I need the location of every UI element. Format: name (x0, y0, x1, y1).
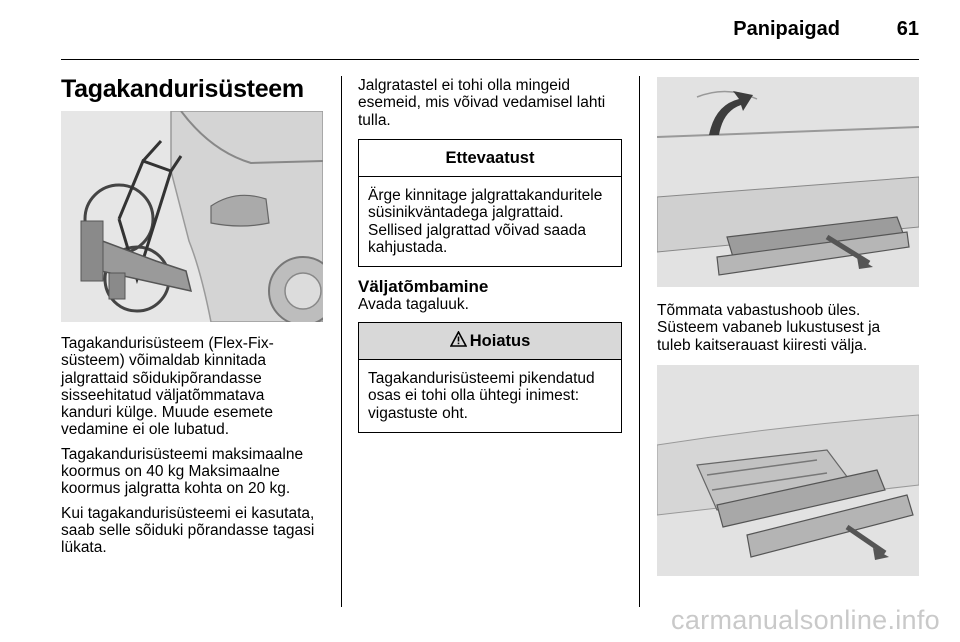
warning-box (358, 322, 622, 433)
subsection-text: Avada tagaluuk. (358, 296, 469, 313)
col2-subsection (358, 277, 630, 320)
warning-title: Hoiatus (469, 331, 531, 350)
col1-text (61, 335, 333, 564)
section-heading: Tagakandurisüsteem (61, 75, 304, 103)
col1-paragraph-3: Kui tagakandurisüsteemi ei kasutata, saab selle sõiduki põrandasse tagasi lükata. (61, 504, 315, 557)
release-lever-illustration (657, 77, 919, 287)
col2-intro (358, 77, 630, 136)
watermark: carmanualsonline.info (671, 605, 940, 635)
col1-paragraph-1: Tagakandurisüsteem (Flex-Fix- süsteem) võimaldab kinnitada jalgrattaid sõidukipõrandasse sisseehitatud väljatõmmatava kanduri külge. Muude esemete vedamine ei ole lubatud. (61, 335, 274, 439)
subsection-heading: Väljatõmbamine (358, 277, 489, 296)
warning-header (359, 323, 621, 360)
carrier-extended-illustration (657, 365, 919, 576)
col1-paragraph-2: Tagakandurisüsteemi maksimaalne koormus on 40 kg Maksimaalne koormus jalgratta kohta on 20 kg. (61, 445, 304, 498)
col3-caption-text: Tõmmata vabastushoob üles. Süsteem vabaneb lukustusest ja tuleb kaitserauast kiiresti välja. (657, 302, 881, 354)
col3-caption (657, 302, 929, 361)
bicycle-carrier-photo (61, 111, 323, 322)
caution-text: Ärge kinnitage jalgrattakanduritele süsinikväntadega jalgrattaid. Sellised jalgrattad võivad saada kahjustada. (368, 187, 603, 256)
warning-text: Tagakandurisüsteemi pikendatud osas ei tohi olla ühtegi inimest: vigastuste oht. (368, 370, 595, 422)
caution-title: Ettevaatust (359, 140, 621, 177)
page-header-title: Panipaigad (733, 18, 840, 40)
header-divider (61, 59, 919, 60)
col2-intro-text: Jalgratastel ei tohi olla mingeid esemeid, mis võivad vedamisel lahti tulla. (358, 77, 606, 129)
warning-triangle-icon (450, 331, 467, 352)
column-divider-1 (341, 76, 342, 607)
column-divider-2 (639, 76, 640, 607)
page-number: 61 (896, 18, 919, 40)
caution-box (358, 139, 622, 267)
